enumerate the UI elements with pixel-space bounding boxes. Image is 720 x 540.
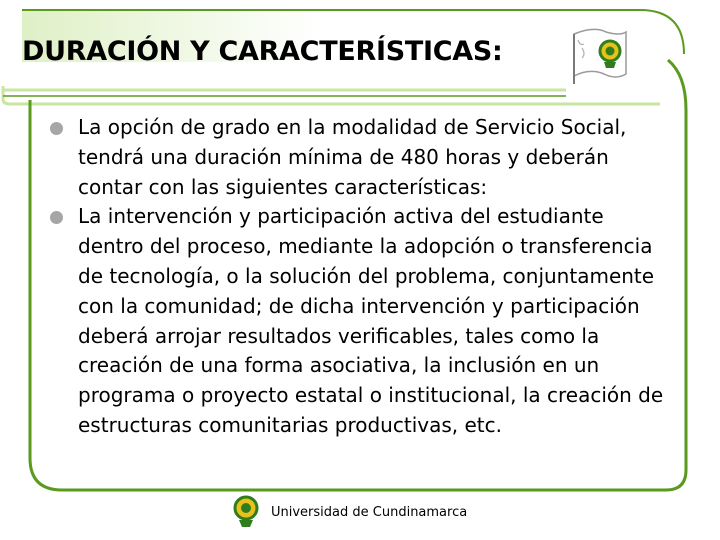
slide-title: DURACIÓN Y CARACTERÍSTICAS: xyxy=(22,36,503,67)
bullet-dot-icon xyxy=(50,211,63,224)
university-flag-icon xyxy=(560,24,630,86)
bullet-item xyxy=(50,113,670,202)
university-seal-icon xyxy=(232,494,260,528)
bullet-dot-icon xyxy=(50,122,63,135)
bullet-list xyxy=(50,113,670,441)
bullet-item xyxy=(50,202,670,440)
footer-university-name: Universidad de Cundinamarca xyxy=(271,505,468,520)
bullet-text: La opción de grado en la modalidad de Servicio Social, tendrá una duración mínima de 480 horas y deberán contar con las siguientes características: xyxy=(78,115,627,199)
bullet-text: La intervención y participación activa del estudiante dentro del proceso, mediante la adopción o transferencia de tecnología, o la solución del problema, conjuntamente con la comunidad; de dicha intervención y participación deberá arrojar resultados verificables, tales como la creación de una forma asociativa, la inclusión en un programa o proyecto estatal o institucional, la creación de estructuras comunitarias productivas, etc. xyxy=(78,204,664,437)
